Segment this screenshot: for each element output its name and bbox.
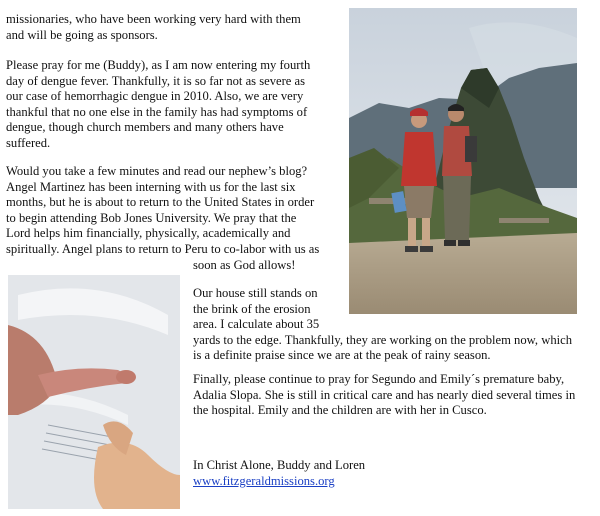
text-line: Would you take a few minutes and read our nephew’s blog? [6,164,308,178]
signoff-text: In Christ Alone, Buddy and Loren [193,458,366,472]
text-line: day of dengue fever. Thankfully, it is so far not as severe as [6,73,306,88]
text-line: spiritually. Angel plans to return to Peru to co-labor with us as [6,241,320,256]
website-link[interactable]: www.fitzgeraldmissions.org [193,473,335,488]
text-line: our case of hemorrhagic dengue in 2010. Also, we are very [6,89,304,104]
premature-baby-photo [8,275,180,509]
blog-paragraph [6,164,319,273]
text-line: the hospital. Emily and the children are with her in Cusco. [193,403,487,418]
text-line: thankful that no one else in the family has had symptoms of [6,104,308,119]
prayer-paragraph [6,58,310,152]
signoff [193,458,365,489]
text-line: is a definite praise since we are at the peak of rainy season. [193,348,491,363]
text-line: Finally, please continue to pray for Segundo and Emily´s premature baby, [193,372,565,386]
text-line: Adalia Slopa. She is still in critical care and has nearly died several times in [193,387,576,402]
text-line: suffered. [6,135,51,150]
text-line: area. I calculate about 35 [193,317,320,332]
text-line: yards to the edge. Thankfully, they are working on the problem now, which [193,332,572,347]
intro-paragraph [6,12,301,43]
text-line: Our house still stands on [193,286,318,300]
text-line: Please pray for me (Buddy), as I am now entering my fourth [6,58,311,72]
text-line: and will be going as sponsors. [6,27,158,42]
text-line: dengue, though church members and many others have [6,120,284,135]
machu-picchu-photo [349,8,577,314]
text-line: Lord helps him financially, physically, academically and [6,226,291,241]
text-line: Angel Martinez has been interning with us for the last six [6,179,296,194]
text-line: missionaries, who have been working very hard with them [6,12,301,26]
text-line: the brink of the erosion [193,301,311,316]
text-line: soon as God allows! [193,257,296,272]
baby-paragraph [193,372,575,419]
text-line: months, but he is about to return to the United States in order [6,195,315,210]
text-line: to begin attending Bob Jones University. We pray that the [6,210,297,225]
